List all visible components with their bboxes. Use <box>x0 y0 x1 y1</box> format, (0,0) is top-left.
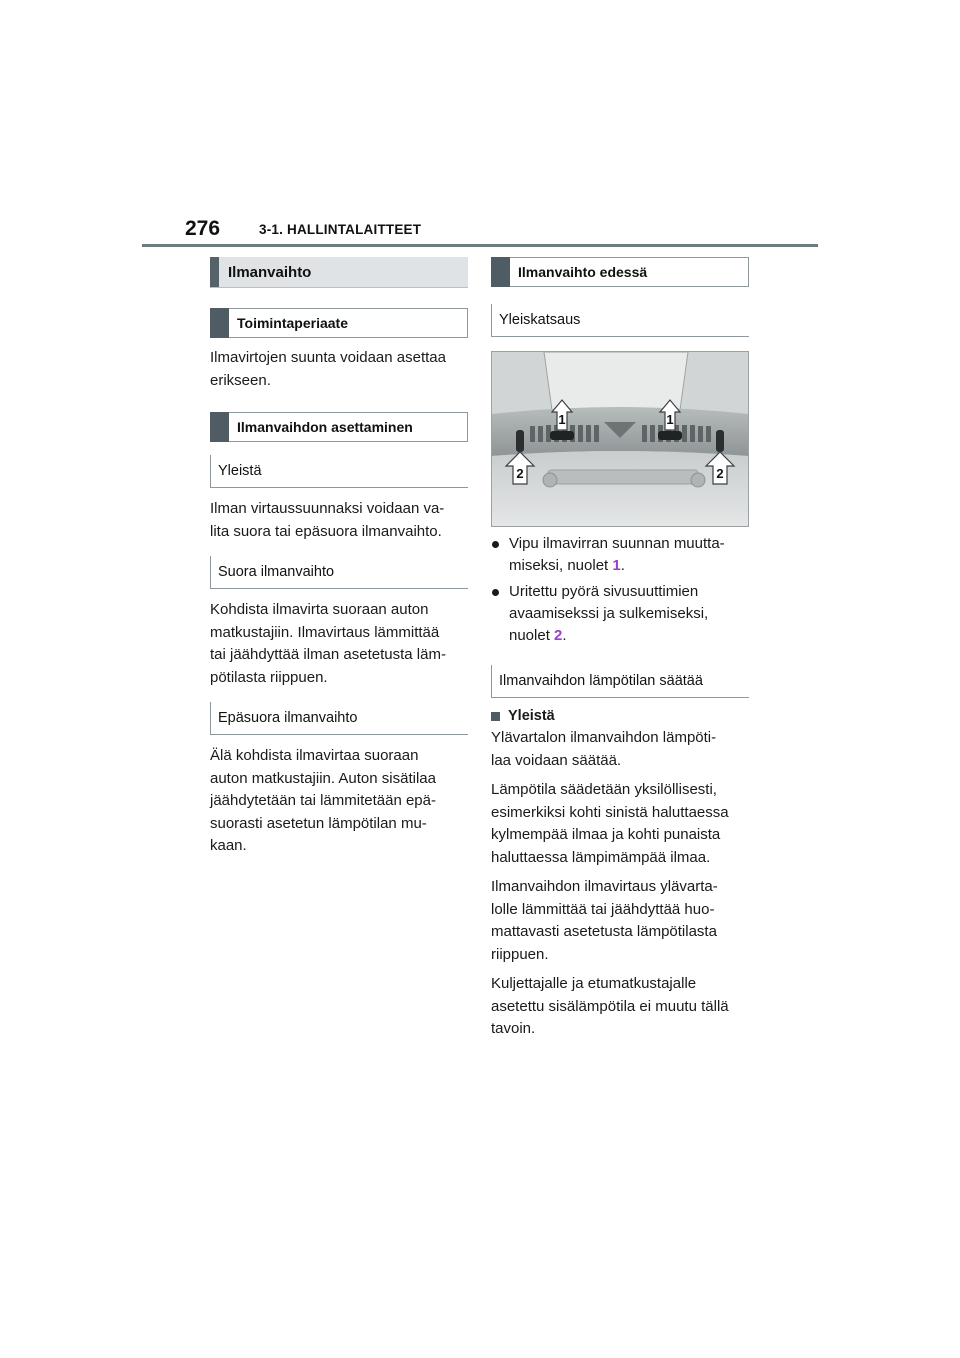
topic-title: Epäsuora ilmanvaihto <box>218 710 358 726</box>
paragraph-epasuora-ilmanvaihto <box>210 745 468 858</box>
section-title-text: Ilmanvaihto <box>228 263 312 281</box>
text-line: erikseen. <box>210 371 271 389</box>
vent-illustration <box>491 351 749 527</box>
text-line: Kohdista ilmavirta suoraan auton <box>210 601 429 618</box>
topic-lampotilan-saataa <box>491 665 749 698</box>
text-fragment: . <box>562 627 567 644</box>
subsection-ilmanvaihto-edessa <box>491 257 749 287</box>
topic-title: Yleiskatsaus <box>499 312 581 328</box>
text-fragment: miseksi, nuolet <box>509 557 613 574</box>
paragraph-suora-ilmanvaihto <box>210 599 468 689</box>
text-line: esimerkiksi kohti sinistä haluttaessa <box>491 803 729 821</box>
text-line <box>509 555 749 577</box>
left-column <box>210 257 468 858</box>
ref-number-2: 2 <box>554 627 563 644</box>
bullet-dot <box>492 541 499 548</box>
callout-label-1: 1 <box>558 412 566 427</box>
subsection-title: Toimintaperiaate <box>237 315 348 331</box>
paragraph-lampotila <box>491 779 749 869</box>
paragraph-yleista <box>210 498 468 543</box>
page-number: 276 <box>185 217 221 240</box>
callout-label-2: 2 <box>516 466 524 481</box>
topic-yleiskatsaus <box>491 304 749 337</box>
text-fragment: nuolet <box>509 627 555 644</box>
text-line: Ylävartalon ilmanvaihdon lämpöti- <box>491 729 717 746</box>
text-line: Lämpötila säädetään yksilöllisesti, <box>491 781 717 798</box>
bullet-dot <box>492 589 499 596</box>
section-marker <box>210 257 219 287</box>
text-line: Ilman virtaussuunnaksi voidaan va- <box>210 500 445 517</box>
topic-title: Suora ilmanvaihto <box>218 564 335 580</box>
text-line: auton matkustajiin. Auton sisätilaa <box>210 769 436 787</box>
right-column <box>491 257 749 1041</box>
text-line: asetettu sisälämpötila ei muutu tällä <box>491 997 729 1015</box>
subsection-marker <box>491 257 510 287</box>
text-line: lita suora tai epäsuora ilmanvaihto. <box>210 522 442 540</box>
topic-yleista <box>210 455 468 488</box>
text-line: kaan. <box>210 837 247 854</box>
chapter-title: 3-1. HALLINTALAITTEET <box>259 221 422 237</box>
small-heading-yleista <box>491 708 749 724</box>
text-line: matkustajiin. Ilmavirtaus lämmittää <box>210 623 440 641</box>
text-line: avaamisekssi ja sulkemiseksi, <box>509 605 709 622</box>
text-line <box>509 625 749 647</box>
text-line: Ilmanvaihdon ilmavirtaus ylävarta- <box>491 878 718 895</box>
topic-epasuora-ilmanvaihto <box>210 702 468 735</box>
text-line: Vipu ilmavirran suunnan muutta- <box>509 535 725 552</box>
page-header <box>185 214 421 244</box>
subsection-title: Ilmanvaihdon asettaminen <box>237 419 413 435</box>
bullet-vipu <box>491 533 749 577</box>
text-line: Älä kohdista ilmavirtaa suoraan <box>210 747 419 764</box>
small-heading-text: Yleistä <box>508 708 555 724</box>
callout-label-1: 1 <box>666 412 674 427</box>
text-line: Kuljettajalle ja etumatkustajalle <box>491 975 697 992</box>
topic-suora-ilmanvaihto <box>210 556 468 589</box>
section-title-ilmanvaihto <box>210 257 468 288</box>
ref-number-1: 1 <box>612 557 621 574</box>
text-line: tavoin. <box>491 1020 536 1037</box>
text-line: haluttaessa lämpimämpää ilmaa. <box>491 848 711 866</box>
text-line: kylmempää ilmaa ja kohti punaista <box>491 826 721 843</box>
paragraph-toimintaperiaate <box>210 347 468 392</box>
square-bullet-icon <box>491 712 500 721</box>
text-line: laa voidaan säätää. <box>491 751 622 769</box>
subsection-marker <box>210 308 229 338</box>
text-line: Uritettu pyörä sivusuuttimien <box>509 583 699 600</box>
callout-label-2: 2 <box>716 466 724 481</box>
paragraph-ylavartalo <box>491 727 749 772</box>
subsection-toimintaperiaate <box>210 308 468 338</box>
dashboard-vents-drawing <box>492 352 748 526</box>
text-line: riippuen. <box>491 945 549 963</box>
text-line: lolle lämmittää tai jäähdyttää huo- <box>491 900 715 918</box>
text-line: Ilmavirtojen suunta voidaan asettaa <box>210 349 446 366</box>
text-fragment: . <box>620 557 625 574</box>
text-line: jäähdytetään tai lämmitetään epä- <box>210 792 436 809</box>
subsection-title: Ilmanvaihto edessä <box>518 264 648 280</box>
paragraph-kuljettaja <box>491 973 749 1041</box>
text-line: mattavasti asetetusta lämpötilasta <box>491 923 717 940</box>
topic-title: Yleistä <box>218 463 262 479</box>
subsection-marker <box>210 412 229 442</box>
bullet-uritettu <box>491 581 749 647</box>
topic-title: Ilmanvaihdon lämpötilan säätää <box>499 673 703 689</box>
header-rule <box>142 244 818 247</box>
text-line: suorasti asetetun lämpötilan mu- <box>210 814 427 832</box>
text-line: tai jäähdyttää ilman asetetusta läm- <box>210 646 446 663</box>
paragraph-ilmavirtaus <box>491 876 749 966</box>
text-line: pötilasta riippuen. <box>210 668 328 686</box>
subsection-ilmanvaihdon-asettaminen <box>210 412 468 442</box>
